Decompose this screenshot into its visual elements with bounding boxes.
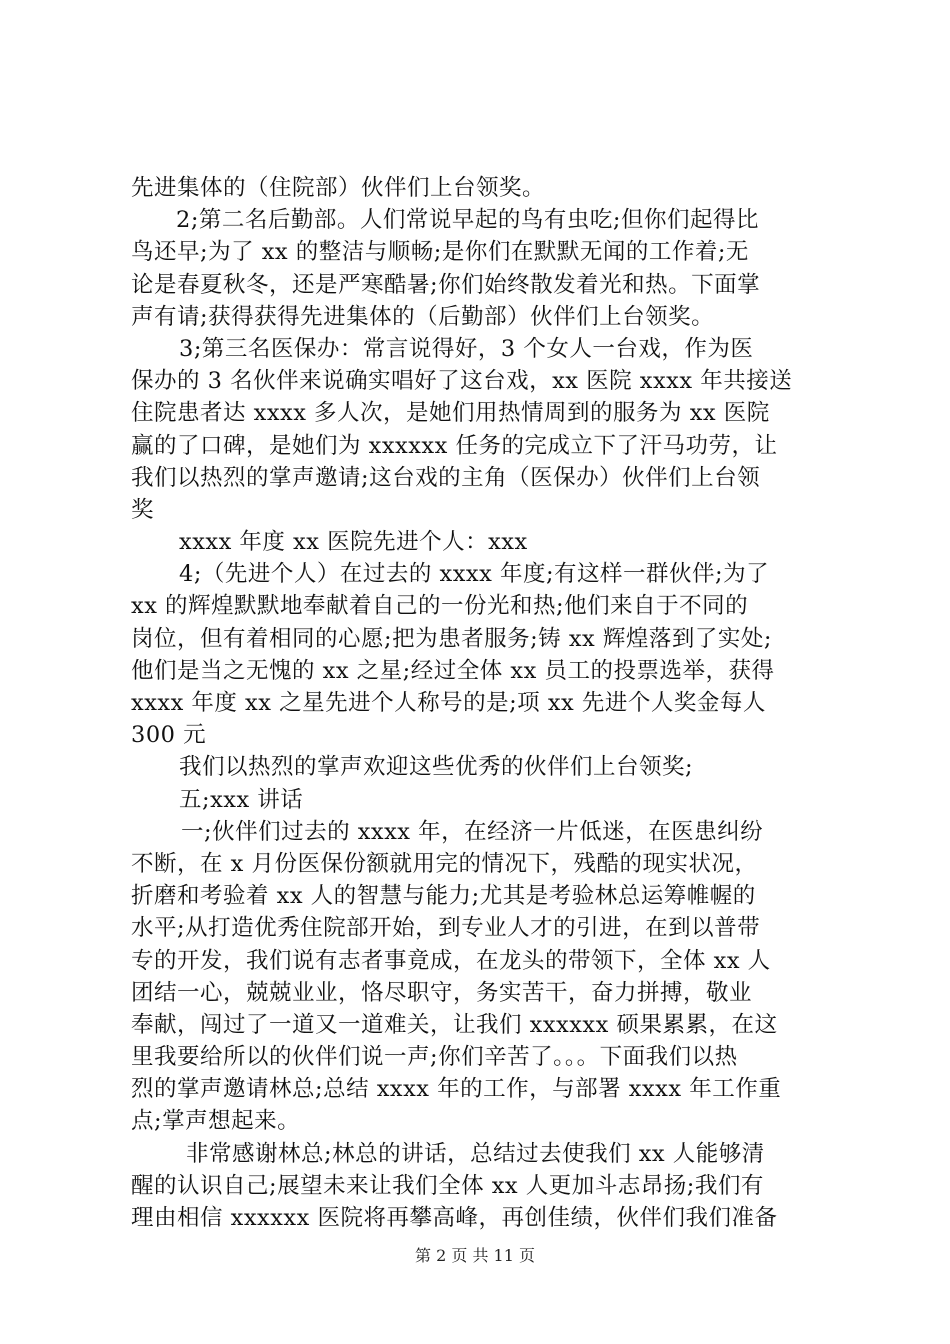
text-line: 五;xxx 讲话 [179,786,304,813]
text-line: 论是春夏秋冬，还是严寒酷暑;你们始终散发着光和热。下面掌 [131,271,761,298]
text-line: 烈的掌声邀请林总;总结 xxxx 年的工作，与部署 xxxx 年工作重 [131,1076,782,1103]
text-line: xxxx 年度 xx 之星先进个人称号的是;项 xx 先进个人奖金每人 [131,690,766,716]
text-line: 不断，在 x 月份医保份额就用完的情况下，残酷的现实状况， [131,850,758,877]
text-line: 先进集体的（住院部）伙伴们上台领奖。 [131,175,546,201]
text-line: 点;掌声想起来。 [131,1108,301,1135]
text-line: 2;第二名后勤部。人们常说早起的鸟有虫吃;但你们起得比 [176,207,759,234]
text-line: 理由相信 xxxxxx 医院将再攀高峰，再创佳绩，伙伴们我们准备 [131,1205,778,1231]
text-line: 我们以热烈的掌声邀请;这台戏的主角（医保办）伙伴们上台领 [131,464,761,491]
text-line: 非常感谢林总;林总的讲话，总结过去使我们 xx 人能够清 [186,1140,765,1167]
page-footer: 第 2 页 共 11 页 [415,1246,535,1265]
text-line: xx 的辉煌默默地奉献着自己的一份光和热;他们来自于不同的 [131,593,749,620]
text-line: 鸟还早;为了 xx 的整洁与顺畅;是你们在默默无闻的工作着;无 [131,239,749,266]
text-line: 折磨和考验着 xx 人的智慧与能力;尤其是考验林总运筹帷幄的 [131,883,756,910]
text-line: 水平;从打造优秀住院部开始，到专业人才的引进，在到以普带 [131,915,761,942]
text-line: 4;（先进个人）在过去的 xxxx 年度;有这样一群伙伴;为了 [179,561,770,588]
text-line: 里我要给所以的伙伴们说一声;你们辛苦了。。。下面我们以热 [131,1044,738,1071]
text-line: 专的开发，我们说有志者事竟成，在龙头的带领下，全体 xx 人 [131,947,771,974]
text-line: 团结一心，兢兢业业，恪尽职守，务实苦干，奋力拼搏，敬业 [131,979,753,1006]
text-line: 一;伙伴们过去的 xxxx 年，在经济一片低迷，在医患纠纷 [181,818,764,845]
text-line: xxxx 年度 xx 医院先进个人：xxx [179,529,528,556]
text-line: 赢的了口碑，是她们为 xxxxxx 任务的完成立下了汗马功劳，让 [131,432,778,459]
text-line: 岗位，但有着相同的心愿;把为患者服务;铸 xx 辉煌落到了实处; [131,625,772,652]
text-line: 醒的认识自己;展望未来让我们全体 xx 人更加斗志昂扬;我们有 [131,1172,764,1199]
text-line: 住院患者达 xxxx 多人次，是她们用热情周到的服务为 xx 医院 [131,400,770,427]
text-line: 声有请;获得获得先进集体的（后勤部）伙伴们上台领奖。 [131,303,715,330]
text-line: 奖 [131,496,155,523]
text-line: 保办的 3 名伙伴来说确实唱好了这台戏，xx 医院 xxxx 年共接送 [131,368,793,395]
text-line: 他们是当之无愧的 xx 之星;经过全体 xx 员工的投票选举，获得 [131,657,775,684]
text-line: 300 元 [131,722,207,749]
text-line: 我们以热烈的掌声欢迎这些优秀的伙伴们上台领奖; [179,754,694,781]
body-text [131,172,831,1234]
text-line: 3;第三名医保办：常言说得好，3 个女人一台戏，作为医 [179,335,754,362]
text-line: 奉献，闯过了一道又一道难关，让我们 xxxxxx 硕果累累，在这 [131,1011,778,1038]
